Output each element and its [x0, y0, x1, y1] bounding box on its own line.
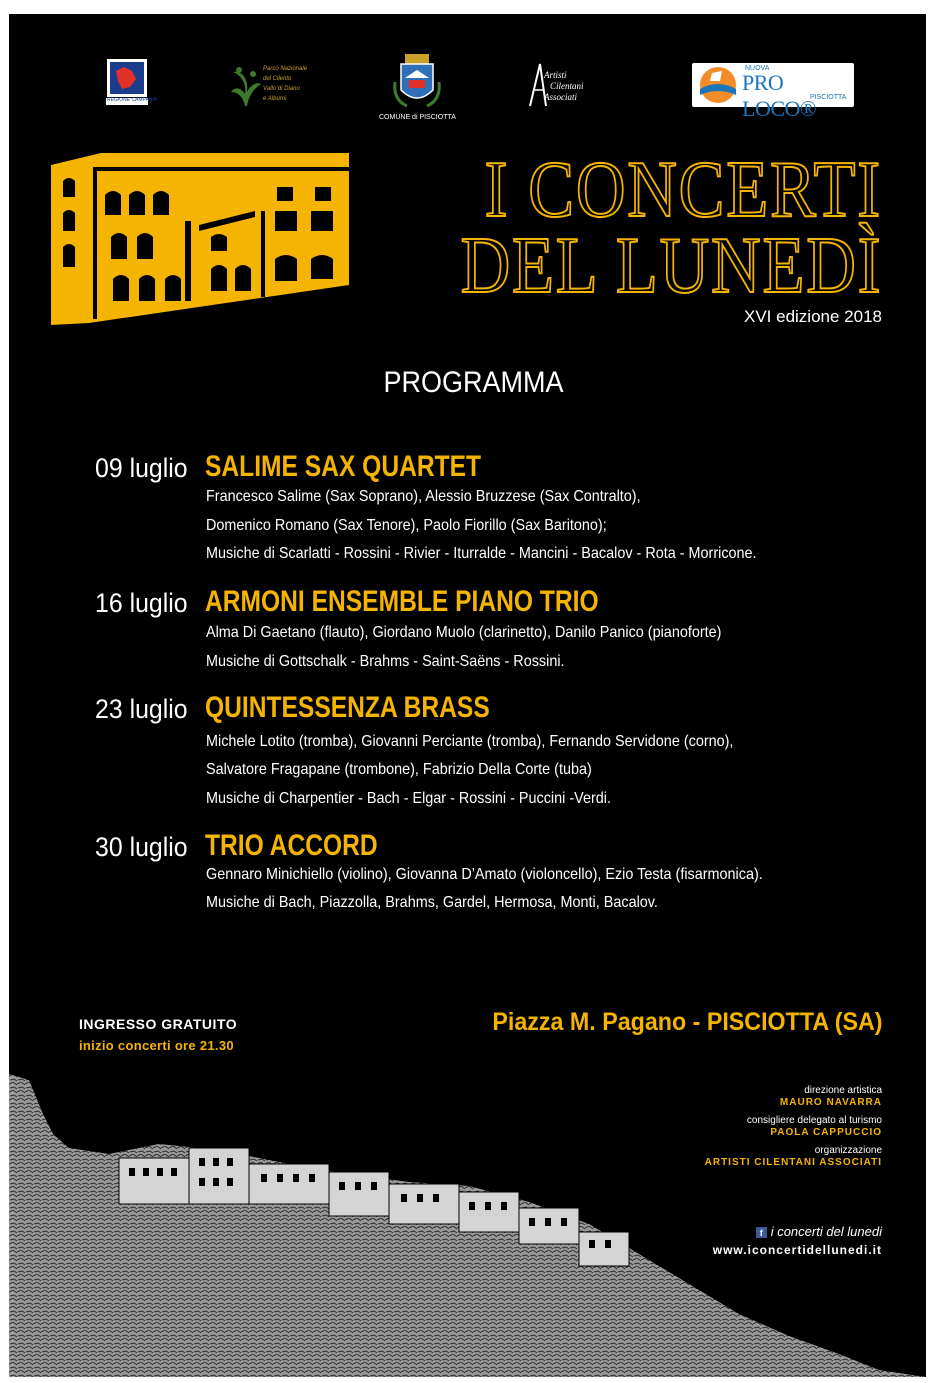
credit-name: MAURO NAVARRA — [779, 1097, 882, 1108]
concert-date: 09 luglio — [95, 453, 188, 483]
regione-campania-logo — [106, 59, 158, 105]
credit-role: organizzazione — [814, 1145, 882, 1156]
concert-date: 30 luglio — [95, 832, 188, 862]
concert-title: TRIO ACCORD — [205, 829, 378, 862]
concert-line: Musiche di Bach, Piazzolla, Brahms, Gardel, Hermosa, Monti, Bacalov. — [206, 894, 658, 911]
credit-name: PAOLA CAPPUCCIO — [770, 1127, 882, 1138]
credit-name: ARTISTI CILENTANI ASSOCIATI — [704, 1157, 882, 1168]
website-link[interactable]: www.iconcertidellunedi.it — [712, 1243, 882, 1257]
artisti-line-3: Associati — [544, 92, 577, 102]
concert-line: Domenico Romano (Sax Tenore), Paolo Fiorillo (Sax Baritono); — [206, 517, 607, 534]
concert-title: QUINTESSENZA BRASS — [205, 691, 490, 724]
regione-caption: REGIONE CAMPANIA — [107, 97, 158, 103]
facebook-icon: f — [756, 1227, 767, 1238]
artisti-cilentani-logo — [526, 62, 606, 108]
programma-heading: PROGRAMMA — [383, 366, 564, 399]
concert-line: Gennaro Minichiello (violino), Giovanna D’Amato (violoncello), Ezio Testa (fisarmonica). — [206, 866, 763, 883]
concert-line: Musiche di Charpentier - Bach - Elgar - Rossini - Puccini -Verdi. — [206, 790, 611, 807]
parco-line-1: Parco Nazionale — [263, 66, 308, 72]
proloco-nuova: NUOVA — [745, 65, 770, 72]
facebook-link[interactable] — [756, 1224, 882, 1239]
credit-role: direzione artistica — [804, 1085, 882, 1096]
facebook-label: i concerti del lunedi — [770, 1224, 882, 1239]
proloco-sub: PISCIOTTA — [810, 94, 847, 101]
concert-line: Musiche di Gottschalk - Brahms - Saint-Saëns - Rossini. — [206, 653, 565, 670]
proloco-logo — [692, 63, 854, 121]
concert-poster — [9, 14, 926, 1377]
concert-date: 16 luglio — [95, 588, 188, 618]
credit-role: consigliere delegato al turismo — [746, 1115, 882, 1126]
concert-line: Alma Di Gaetano (flauto), Giordano Muolo (clarinetto), Danilo Panico (pianoforte) — [206, 624, 722, 641]
comune-caption: COMUNE di PISCIOTTA — [379, 114, 456, 121]
concert-date: 23 luglio — [95, 694, 188, 724]
comune-pisciotta-crest — [377, 52, 457, 126]
title-line-2: DEL LUNEDÌ — [460, 222, 882, 310]
concert-line: Francesco Salime (Sax Soprano), Alessio Bruzzese (Sax Contralto), — [206, 488, 641, 505]
venue: Piazza M. Pagano - PISCIOTTA (SA) — [491, 1008, 882, 1036]
concert-line: Michele Lotito (tromba), Giovanni Perciante (tromba), Fernando Servidone (corno), — [206, 733, 734, 750]
concert-line: Salvatore Fragapane (trombone), Fabrizio Della Corte (tuba) — [206, 761, 592, 778]
proloco-main: PRO LOCO® — [742, 70, 817, 121]
parco-line-3: Vallo di Diano — [263, 86, 300, 92]
title-line-1: I CONCERTI — [484, 146, 882, 234]
concert-title: SALIME SAX QUARTET — [205, 450, 482, 483]
parco-cilento-logo — [225, 62, 308, 114]
inizio-concerti: inizio concerti ore 21.30 — [79, 1038, 234, 1053]
palazzo-illustration — [49, 151, 369, 327]
ingresso-gratuito: INGRESSO GRATUITO — [79, 1016, 238, 1032]
concert-title: ARMONI ENSEMBLE PIANO TRIO — [205, 585, 599, 618]
edition: XVI edizione 2018 — [744, 307, 882, 326]
artisti-line-2: Cilentani — [550, 81, 584, 91]
parco-line-4: e Alburni — [263, 96, 287, 102]
parco-line-2: del Cilento — [263, 76, 292, 82]
artisti-line-1: Artisti — [544, 70, 567, 80]
concert-line: Musiche di Scarlatti - Rossini - Rivier - Iturralde - Mancini - Bacalov - Rota - Morricone. — [206, 545, 757, 562]
